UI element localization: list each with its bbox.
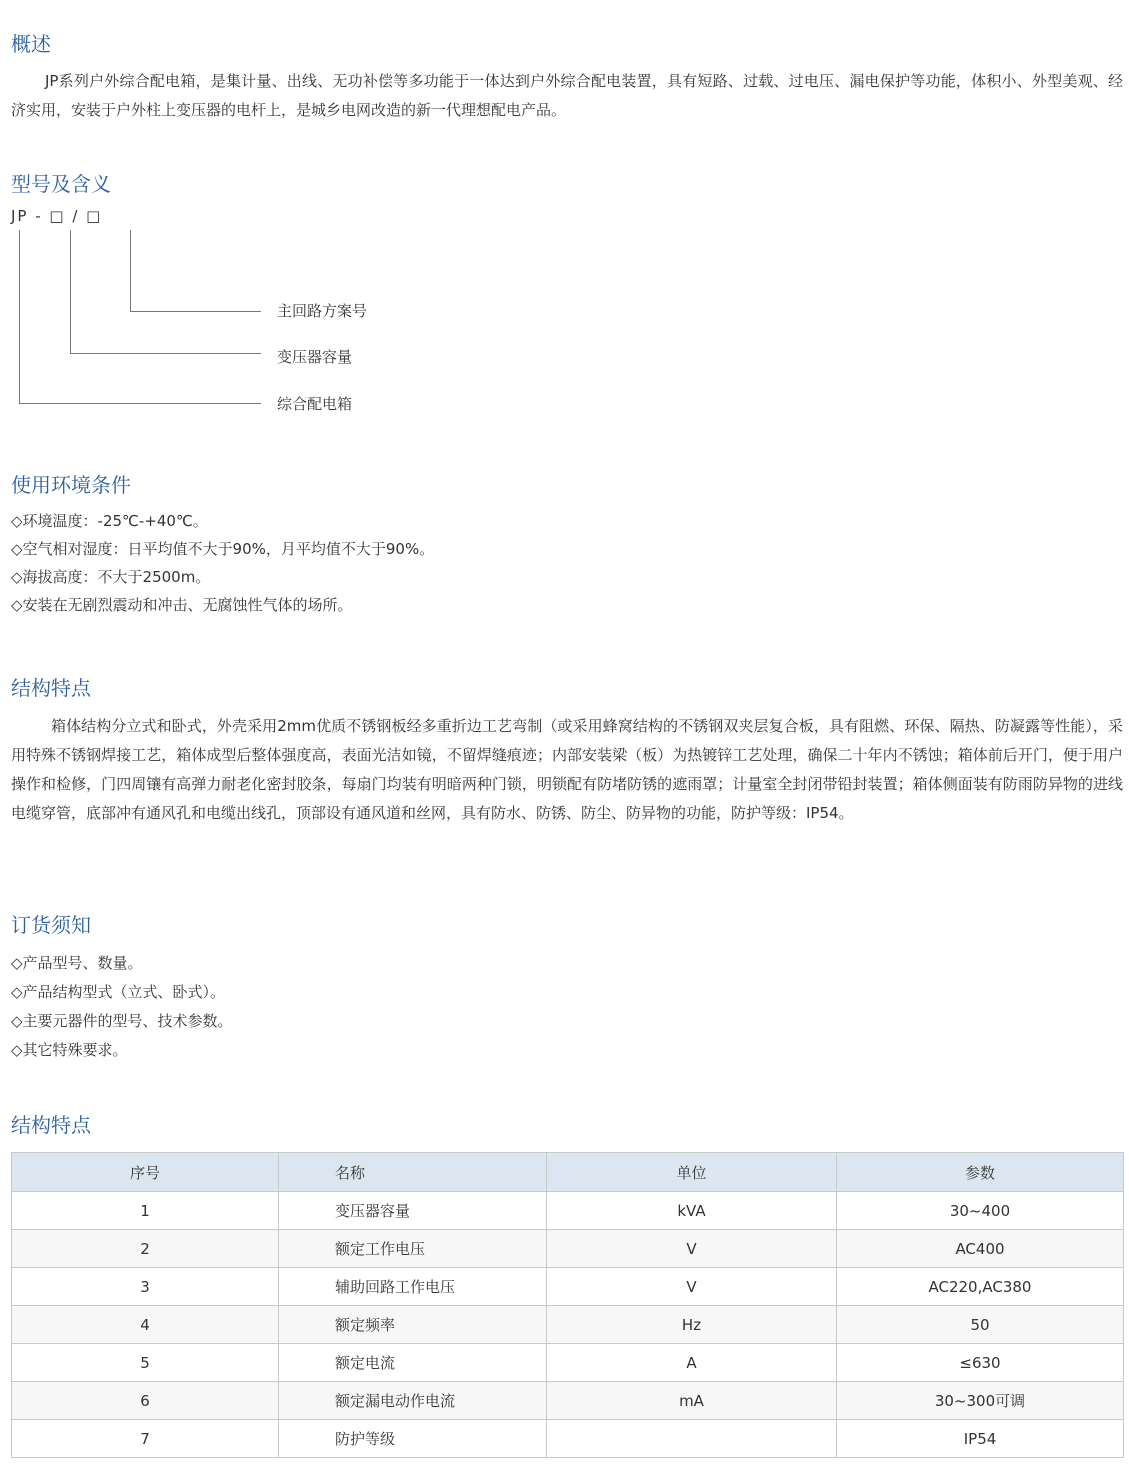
overview-heading: 概述 (11, 32, 51, 56)
cell-unit: Hz (547, 1306, 837, 1344)
label-main-circuit-scheme: 主回路方案号 (277, 302, 368, 320)
model-heading: 型号及含义 (11, 172, 111, 196)
header-name: 名称 (279, 1153, 547, 1192)
table-row (12, 1344, 1124, 1382)
cell-name: 额定频率 (279, 1306, 547, 1344)
structure-paragraph: 箱体结构分立式和卧式，外壳采用2mm优质不锈钢板经多重折边工艺弯制（或采用蜂窝结构的不锈钢双夹层复合板，具有阻燃、环保、隔热、防凝露等性能），采用特殊不锈钢焊接工艺，箱体成型后整体强度高，表面光洁如镜，不留焊缝痕迹；内部安装梁（板）为热镀锌工艺处理，确保二十年内不锈蚀；箱体前后开门，便于用户操作和检修，门四周镶有高弹力耐老化密封胶条，每扇门均装有明暗两种门锁，明锁配有防堵防锈的遮雨罩；计量室全封闭带铅封装置；箱体侧面装有防雨防异物的进线电缆穿管，底部冲有通风孔和电缆出线孔，顶部设有通风道和丝网，具有防水、防锈、防尘、防异物的功能，防护等级：IP54。 (11, 717, 1123, 822)
cell-unit: V (547, 1230, 837, 1268)
cell-index: 2 (12, 1230, 279, 1268)
environment-item: ◇海拔高度：不大于2500m。 (11, 568, 211, 586)
leader-line-scheme (130, 230, 131, 312)
ordering-heading: 订货须知 (11, 913, 91, 937)
cell-unit: V (547, 1268, 837, 1306)
cell-unit (547, 1420, 837, 1458)
leader-line-capacity (70, 230, 71, 354)
cell-name: 辅助回路工作电压 (279, 1268, 547, 1306)
header-param: 参数 (837, 1153, 1124, 1192)
spec-table (11, 1152, 1124, 1458)
cell-index: 3 (12, 1268, 279, 1306)
table-row (12, 1192, 1124, 1230)
cell-name: 变压器容量 (279, 1192, 547, 1230)
cell-param: IP54 (837, 1420, 1124, 1458)
environment-heading: 使用环境条件 (11, 473, 131, 497)
cell-name: 额定电流 (279, 1344, 547, 1382)
ordering-item: ◇产品结构型式（立式、卧式）。 (11, 983, 226, 1001)
cell-param: 50 (837, 1306, 1124, 1344)
cell-param: AC400 (837, 1230, 1124, 1268)
cell-param: 30~300可调 (837, 1382, 1124, 1420)
cell-name: 额定工作电压 (279, 1230, 547, 1268)
cell-name: 防护等级 (279, 1420, 547, 1458)
table-row (12, 1230, 1124, 1268)
leader-line-box (19, 230, 20, 404)
table-row (12, 1420, 1124, 1458)
header-unit: 单位 (547, 1153, 837, 1192)
table-header-row (12, 1153, 1124, 1192)
model-code: JP - □ / □ (11, 207, 103, 225)
leader-line-box-h (19, 403, 261, 404)
table-row (12, 1268, 1124, 1306)
label-distribution-box: 综合配电箱 (277, 395, 353, 413)
cell-param: 30~400 (837, 1192, 1124, 1230)
table-heading: 结构特点 (11, 1113, 91, 1137)
cell-index: 4 (12, 1306, 279, 1344)
environment-item: ◇空气相对湿度：日平均值不大于90%，月平均值不大于90%。 (11, 540, 435, 558)
label-transformer-capacity: 变压器容量 (277, 348, 353, 366)
cell-unit: mA (547, 1382, 837, 1420)
cell-index: 7 (12, 1420, 279, 1458)
overview-paragraph: JP系列户外综合配电箱，是集计量、出线、无功补偿等多功能于一体达到户外综合配电装置，具有短路、过载、过电压、漏电保护等功能，体积小、外型美观、经济实用，安装于户外柱上变压器的电杆上，是城乡电网改造的新一代理想配电产品。 (11, 72, 1123, 119)
cell-param: ≤630 (837, 1344, 1124, 1382)
structure-heading: 结构特点 (11, 676, 91, 700)
cell-name: 额定漏电动作电流 (279, 1382, 547, 1420)
header-index: 序号 (12, 1153, 279, 1192)
cell-unit: kVA (547, 1192, 837, 1230)
leader-line-scheme-h (130, 311, 261, 312)
ordering-item: ◇其它特殊要求。 (11, 1041, 128, 1059)
environment-item: ◇安装在无剧烈震动和冲击、无腐蚀性气体的场所。 (11, 596, 353, 614)
cell-unit: A (547, 1344, 837, 1382)
cell-index: 6 (12, 1382, 279, 1420)
leader-line-capacity-h (70, 353, 261, 354)
cell-param: AC220,AC380 (837, 1268, 1124, 1306)
cell-index: 5 (12, 1344, 279, 1382)
ordering-item: ◇产品型号、数量。 (11, 954, 143, 972)
ordering-item: ◇主要元器件的型号、技术参数。 (11, 1012, 233, 1030)
table-row (12, 1382, 1124, 1420)
cell-index: 1 (12, 1192, 279, 1230)
table-row (12, 1306, 1124, 1344)
environment-item: ◇环境温度：-25℃-+40℃。 (11, 512, 208, 530)
